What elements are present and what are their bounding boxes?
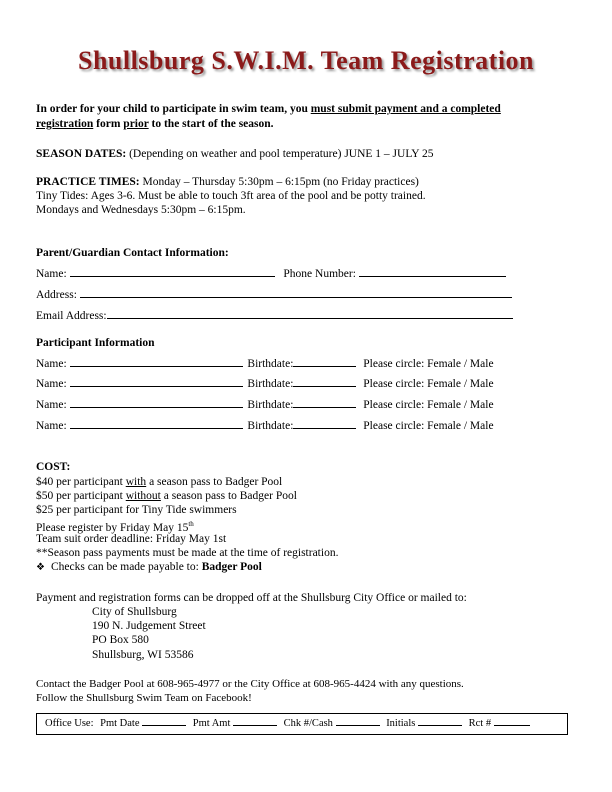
gender-circle[interactable]: Please circle: Female / Male (363, 420, 494, 432)
payee-name: Badger Pool (201, 561, 262, 573)
pmt-date-label: Pmt Date (100, 718, 140, 729)
intro-form: form (93, 118, 124, 130)
participant-name-field[interactable] (70, 418, 243, 429)
initials-field[interactable] (418, 716, 462, 726)
phone-label: Phone Number: (283, 268, 356, 280)
chk-cash-label: Chk #/Cash (283, 718, 333, 729)
gender-circle[interactable]: Please circle: Female / Male (363, 399, 494, 411)
rct-label: Rct # (468, 718, 492, 729)
address-label: Address: (36, 289, 77, 301)
checks-text: Checks can be made payable to: (50, 561, 202, 573)
mailing-address-line-3: PO Box 580 (92, 634, 149, 646)
contact-heading: Parent/Guardian Contact Information: (36, 247, 229, 259)
cost-line-without-pass (36, 489, 297, 503)
contact-address-row (36, 287, 512, 302)
practice-times (36, 175, 419, 189)
checks-payable (36, 560, 262, 575)
birthdate-field[interactable] (293, 418, 356, 429)
practice-label: PRACTICE TIMES: (36, 176, 140, 188)
initials-label: Initials (386, 718, 416, 729)
birthdate-label: Birthdate: (247, 358, 294, 370)
mailing-address-line-2: 190 N. Judgement Street (92, 620, 206, 632)
payment-instructions: Payment and registration forms can be dropped off at the Shullsburg City Office or mailed to: (36, 592, 467, 604)
birthdate-field[interactable] (293, 376, 356, 387)
participant-row (36, 356, 494, 371)
participant-name-field[interactable] (70, 397, 243, 408)
address-field[interactable] (80, 287, 512, 298)
birthdate-label: Birthdate: (247, 420, 294, 432)
cost-without: without (125, 490, 161, 502)
tiny-tides-info: Tiny Tides: Ages 3-6. Must be able to touch 3ft area of the pool and be potty trained. (36, 190, 426, 202)
birthdate-field[interactable] (293, 397, 356, 408)
cost-text: a season pass to Badger Pool (160, 490, 297, 502)
intro-registration: registration (36, 118, 94, 130)
birthdate-field[interactable] (293, 356, 356, 367)
participant-name-label: Name: (36, 420, 67, 432)
participant-name-label: Name: (36, 378, 67, 390)
facebook-note: Follow the Shullsburg Swim Team on Facebook! (36, 692, 252, 704)
intro-emphasis: must submit payment and a completed (310, 103, 501, 115)
season-label: SEASON DATES: (36, 148, 127, 160)
ordinal-suffix: th (188, 520, 194, 528)
name-label: Name: (36, 268, 67, 280)
participant-row (36, 418, 494, 433)
participant-name-field[interactable] (70, 376, 243, 387)
intro-end: to the start of the season. (148, 118, 274, 130)
birthdate-label: Birthdate: (247, 378, 294, 390)
cost-with: with (125, 476, 147, 488)
cost-heading: COST: (36, 461, 71, 473)
intro-text: In order for your child to participate in swim team, you (36, 103, 311, 115)
participant-name-label: Name: (36, 399, 67, 411)
practice-text: Monday – Thursday 5:30pm – 6:15pm (no Friday practices) (139, 176, 419, 188)
cost-text: $50 per participant (36, 490, 126, 502)
chk-cash-field[interactable] (336, 716, 380, 726)
participant-heading: Participant Information (36, 337, 155, 349)
page-title: Shullsburg S.W.I.M. Team Registration (77, 46, 535, 75)
participant-row (36, 397, 494, 412)
pmt-amt-field[interactable] (233, 716, 277, 726)
cost-line-with-pass (36, 475, 282, 489)
suit-deadline: Team suit order deadline: Friday May 1st (36, 533, 227, 545)
contact-email-row (36, 308, 513, 323)
bullet-icon: ❖ (36, 562, 45, 573)
pmt-date-field[interactable] (142, 716, 186, 726)
office-use-box (36, 713, 568, 735)
parent-name-field[interactable] (70, 266, 275, 277)
participant-name-label: Name: (36, 358, 67, 370)
email-label: Email Address: (36, 310, 107, 322)
phone-field[interactable] (359, 266, 506, 277)
intro-prior: prior (123, 118, 149, 130)
mailing-address-line-4: Shullsburg, WI 53586 (92, 649, 194, 661)
participant-name-field[interactable] (70, 356, 243, 367)
intro-line-1 (36, 102, 501, 116)
season-dates (36, 147, 433, 161)
season-pass-note: **Season pass payments must be made at the time of registration. (36, 547, 339, 559)
cost-line-tiny-tide: $25 per participant for Tiny Tide swimmers (36, 504, 237, 516)
birthdate-label: Birthdate: (247, 399, 294, 411)
cost-text: $40 per participant (36, 476, 126, 488)
contact-info: Contact the Badger Pool at 608-965-4977 or the City Office at 608-965-4424 with any questions. (36, 678, 464, 690)
email-field[interactable] (107, 308, 513, 319)
season-text: (Depending on weather and pool temperature) JUNE 1 – JULY 25 (126, 148, 434, 160)
mailing-address-line-1: City of Shullsburg (92, 606, 177, 618)
contact-name-row (36, 266, 506, 281)
cost-text: a season pass to Badger Pool (146, 476, 283, 488)
gender-circle[interactable]: Please circle: Female / Male (363, 358, 494, 370)
office-use-label: Office Use: (45, 718, 94, 729)
rct-field[interactable] (494, 716, 530, 726)
gender-circle[interactable]: Please circle: Female / Male (363, 378, 494, 390)
pmt-amt-label: Pmt Amt (192, 718, 231, 729)
intro-line-2 (36, 117, 274, 131)
participant-row (36, 376, 494, 391)
tiny-tides-times: Mondays and Wednesdays 5:30pm – 6:15pm. (36, 204, 246, 216)
register-text: Please register by Friday May 15 (36, 521, 189, 534)
